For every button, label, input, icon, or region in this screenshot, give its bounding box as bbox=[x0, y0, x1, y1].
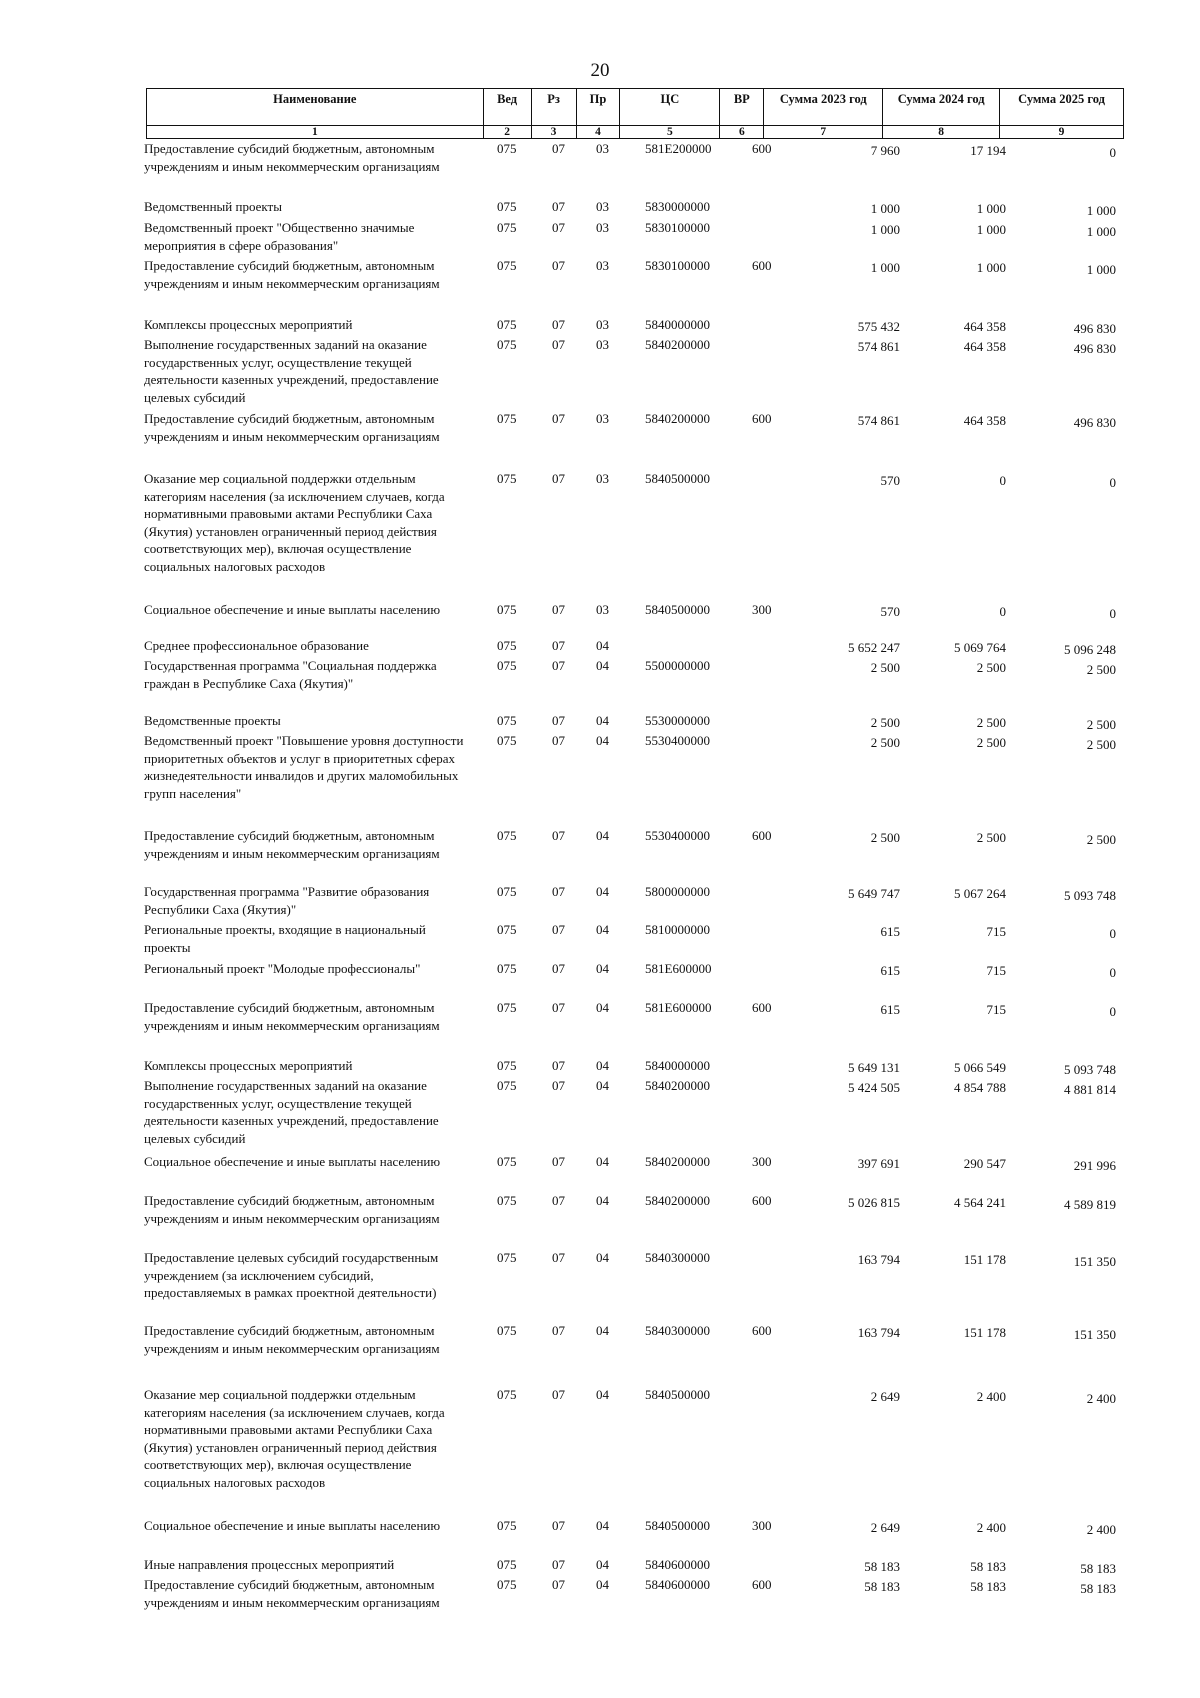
cell-s2025: 0 bbox=[1109, 475, 1116, 490]
cell-name: Государственная программа "Социальная поддержка граждан в Республике Саха (Якутия)" bbox=[144, 658, 437, 691]
cell-ved: 075 bbox=[497, 713, 517, 728]
cell-s2025: 5 096 248 bbox=[1064, 642, 1116, 657]
cell-name: Ведомственные проекты bbox=[144, 713, 281, 728]
cell-name: Региональный проект "Молодые профессионалы" bbox=[144, 961, 421, 976]
cell-vr: 300 bbox=[752, 602, 772, 617]
cell-s2025: 4 589 819 bbox=[1064, 1197, 1116, 1212]
cell-ved: 075 bbox=[497, 1387, 517, 1402]
col-header-sum-2023: Сумма 2023 год bbox=[764, 89, 883, 126]
cell-rz: 07 bbox=[552, 733, 565, 748]
cell-pr: 03 bbox=[596, 141, 609, 156]
cell-rz: 07 bbox=[552, 1250, 565, 1265]
cell-s2024: 0 bbox=[999, 604, 1006, 619]
cell-name: Ведомственный проекты bbox=[144, 199, 282, 214]
cell-pr: 03 bbox=[596, 317, 609, 332]
cell-s2024: 2 400 bbox=[976, 1520, 1006, 1535]
cell-s2024: 1 000 bbox=[976, 201, 1006, 216]
cell-s2024: 2 500 bbox=[976, 660, 1006, 675]
cell-cs: 581E200000 bbox=[645, 141, 712, 156]
cell-s2023: 58 183 bbox=[864, 1579, 900, 1594]
cell-pr: 03 bbox=[596, 220, 609, 235]
cell-vr: 300 bbox=[752, 1154, 772, 1169]
cell-name: Предоставление субсидий бюджетным, автономным учреждениям и иным некоммерческим организациям bbox=[144, 1577, 440, 1610]
cell-s2023: 7 960 bbox=[870, 143, 900, 158]
cell-cs: 5840000000 bbox=[645, 317, 710, 332]
col-number: 7 bbox=[764, 126, 883, 139]
cell-pr: 04 bbox=[596, 1078, 609, 1093]
col-header-rz: Рз bbox=[531, 89, 576, 126]
cell-rz: 07 bbox=[552, 638, 565, 653]
cell-s2023: 2 500 bbox=[870, 735, 900, 750]
cell-cs: 5840300000 bbox=[645, 1250, 710, 1265]
cell-cs: 5840200000 bbox=[645, 1193, 710, 1208]
cell-s2025: 0 bbox=[1109, 965, 1116, 980]
cell-pr: 04 bbox=[596, 1387, 609, 1402]
col-number: 4 bbox=[576, 126, 620, 139]
cell-ved: 075 bbox=[497, 1078, 517, 1093]
cell-pr: 04 bbox=[596, 1557, 609, 1572]
cell-cs: 5500000000 bbox=[645, 658, 710, 673]
cell-s2024: 151 178 bbox=[963, 1252, 1006, 1267]
cell-s2024: 2 400 bbox=[976, 1389, 1006, 1404]
cell-s2024: 464 358 bbox=[963, 339, 1006, 354]
cell-s2023: 615 bbox=[880, 963, 900, 978]
cell-s2023: 574 861 bbox=[857, 339, 900, 354]
cell-name: Государственная программа "Развитие образования Республики Саха (Якутия)" bbox=[144, 884, 430, 917]
cell-s2024: 2 500 bbox=[976, 715, 1006, 730]
cell-name: Предоставление субсидий бюджетным, автономным учреждениям и иным некоммерческим организациям bbox=[144, 828, 440, 861]
cell-vr: 600 bbox=[752, 141, 772, 156]
cell-pr: 04 bbox=[596, 922, 609, 937]
cell-s2024: 1 000 bbox=[976, 260, 1006, 275]
cell-cs: 5840000000 bbox=[645, 1058, 710, 1073]
cell-cs: 5530000000 bbox=[645, 713, 710, 728]
cell-cs: 5810000000 bbox=[645, 922, 710, 937]
cell-cs: 5840500000 bbox=[645, 602, 710, 617]
cell-s2023: 570 bbox=[880, 604, 900, 619]
cell-s2025: 1 000 bbox=[1086, 224, 1116, 239]
cell-s2025: 291 996 bbox=[1073, 1158, 1116, 1173]
cell-vr: 600 bbox=[752, 1000, 772, 1015]
col-header-sum-2025: Сумма 2025 год bbox=[1000, 89, 1124, 126]
cell-name: Ведомственный проект "Общественно значимые мероприятия в сфере образования" bbox=[144, 220, 415, 253]
cell-ved: 075 bbox=[497, 1250, 517, 1265]
col-header-ved: Вед bbox=[483, 89, 531, 126]
cell-pr: 04 bbox=[596, 1154, 609, 1169]
col-header-sum-2024: Сумма 2024 год bbox=[883, 89, 1000, 126]
cell-s2025: 5 093 748 bbox=[1064, 1062, 1116, 1077]
cell-ved: 075 bbox=[497, 884, 517, 899]
cell-rz: 07 bbox=[552, 1000, 565, 1015]
cell-s2025: 58 183 bbox=[1080, 1581, 1116, 1596]
cell-rz: 07 bbox=[552, 922, 565, 937]
cell-s2023: 5 652 247 bbox=[848, 640, 900, 655]
cell-name: Социальное обеспечение и иные выплаты населению bbox=[144, 1518, 441, 1533]
cell-rz: 07 bbox=[552, 1518, 565, 1533]
cell-s2025: 58 183 bbox=[1080, 1561, 1116, 1576]
cell-rz: 07 bbox=[552, 317, 565, 332]
page-number: 20 bbox=[590, 60, 610, 81]
cell-s2024: 464 358 bbox=[963, 413, 1006, 428]
cell-s2024: 58 183 bbox=[970, 1579, 1006, 1594]
cell-s2025: 0 bbox=[1109, 1004, 1116, 1019]
cell-s2023: 163 794 bbox=[857, 1325, 900, 1340]
cell-s2024: 715 bbox=[986, 963, 1006, 978]
cell-s2025: 496 830 bbox=[1073, 415, 1116, 430]
cell-cs: 5840300000 bbox=[645, 1323, 710, 1338]
cell-vr: 600 bbox=[752, 258, 772, 273]
cell-ved: 075 bbox=[497, 1518, 517, 1533]
cell-pr: 04 bbox=[596, 1250, 609, 1265]
cell-rz: 07 bbox=[552, 884, 565, 899]
cell-s2025: 0 bbox=[1109, 145, 1116, 160]
cell-pr: 03 bbox=[596, 411, 609, 426]
col-header-name: Наименование bbox=[147, 89, 484, 126]
cell-name: Предоставление субсидий бюджетным, автономным учреждениям и иным некоммерческим организациям bbox=[144, 1323, 440, 1356]
cell-name: Предоставление субсидий бюджетным, автономным учреждениям и иным некоммерческим организациям bbox=[144, 1193, 440, 1226]
cell-pr: 04 bbox=[596, 884, 609, 899]
cell-s2023: 163 794 bbox=[857, 1252, 900, 1267]
cell-ved: 075 bbox=[497, 658, 517, 673]
cell-pr: 03 bbox=[596, 602, 609, 617]
cell-s2024: 0 bbox=[999, 473, 1006, 488]
cell-s2024: 290 547 bbox=[963, 1156, 1006, 1171]
cell-rz: 07 bbox=[552, 1387, 565, 1402]
cell-pr: 04 bbox=[596, 733, 609, 748]
cell-s2024: 715 bbox=[986, 1002, 1006, 1017]
cell-vr: 600 bbox=[752, 1577, 772, 1592]
cell-rz: 07 bbox=[552, 1577, 565, 1592]
cell-cs: 5830100000 bbox=[645, 220, 710, 235]
cell-pr: 04 bbox=[596, 1323, 609, 1338]
cell-s2024: 5 067 264 bbox=[954, 886, 1006, 901]
cell-s2023: 575 432 bbox=[857, 319, 900, 334]
col-number: 3 bbox=[531, 126, 576, 139]
cell-rz: 07 bbox=[552, 1557, 565, 1572]
cell-s2024: 715 bbox=[986, 924, 1006, 939]
cell-s2024: 4 564 241 bbox=[954, 1195, 1006, 1210]
cell-s2024: 1 000 bbox=[976, 222, 1006, 237]
cell-s2025: 496 830 bbox=[1073, 341, 1116, 356]
cell-cs: 581E600000 bbox=[645, 961, 712, 976]
cell-pr: 04 bbox=[596, 828, 609, 843]
cell-pr: 04 bbox=[596, 1577, 609, 1592]
cell-rz: 07 bbox=[552, 141, 565, 156]
cell-vr: 600 bbox=[752, 1323, 772, 1338]
cell-rz: 07 bbox=[552, 1078, 565, 1093]
cell-s2023: 2 649 bbox=[870, 1520, 900, 1535]
cell-s2025: 5 093 748 bbox=[1064, 888, 1116, 903]
cell-s2023: 2 500 bbox=[870, 660, 900, 675]
cell-ved: 075 bbox=[497, 602, 517, 617]
cell-pr: 03 bbox=[596, 337, 609, 352]
cell-ved: 075 bbox=[497, 411, 517, 426]
cell-s2025: 1 000 bbox=[1086, 203, 1116, 218]
cell-pr: 03 bbox=[596, 199, 609, 214]
cell-cs: 5800000000 bbox=[645, 884, 710, 899]
cell-name: Оказание мер социальной поддержки отдельным категориям населения (за исключением случаев, когда нормативными правовыми актами Республики Саха (Якутия) установлен ограниченный период действия соответствующих мер), включая осуществление социальных налоговых расходов bbox=[144, 471, 445, 574]
cell-name: Предоставление целевых субсидий государственным учреждением (за исключением субсидий, предоставляемых в рамках проектной деятельности) bbox=[144, 1250, 439, 1300]
cell-s2023: 5 424 505 bbox=[848, 1080, 900, 1095]
cell-cs: 5840600000 bbox=[645, 1557, 710, 1572]
cell-s2024: 4 854 788 bbox=[954, 1080, 1006, 1095]
col-header-vr: ВР bbox=[720, 89, 764, 126]
cell-vr: 600 bbox=[752, 411, 772, 426]
cell-ved: 075 bbox=[497, 199, 517, 214]
col-number: 8 bbox=[883, 126, 1000, 139]
cell-ved: 075 bbox=[497, 1557, 517, 1572]
cell-ved: 075 bbox=[497, 828, 517, 843]
cell-rz: 07 bbox=[552, 337, 565, 352]
cell-name: Среднее профессиональное образование bbox=[144, 638, 369, 653]
cell-cs: 5840500000 bbox=[645, 1518, 710, 1533]
cell-pr: 04 bbox=[596, 1518, 609, 1533]
cell-s2025: 2 500 bbox=[1086, 832, 1116, 847]
cell-pr: 04 bbox=[596, 1193, 609, 1208]
cell-s2024: 151 178 bbox=[963, 1325, 1006, 1340]
cell-rz: 07 bbox=[552, 471, 565, 486]
cell-rz: 07 bbox=[552, 713, 565, 728]
cell-ved: 075 bbox=[497, 141, 517, 156]
cell-s2024: 5 069 764 bbox=[954, 640, 1006, 655]
col-number: 5 bbox=[620, 126, 720, 139]
cell-rz: 07 bbox=[552, 411, 565, 426]
cell-cs: 5840200000 bbox=[645, 1154, 710, 1169]
cell-cs: 5840600000 bbox=[645, 1577, 710, 1592]
cell-ved: 075 bbox=[497, 733, 517, 748]
cell-s2023: 574 861 bbox=[857, 413, 900, 428]
cell-s2025: 1 000 bbox=[1086, 262, 1116, 277]
cell-name: Выполнение государственных заданий на оказание государственных услуг, осуществление текущей деятельности казенных учреждений, предоставление целевых субсидий bbox=[144, 337, 439, 405]
cell-ved: 075 bbox=[497, 1000, 517, 1015]
cell-s2023: 5 026 815 bbox=[848, 1195, 900, 1210]
cell-s2023: 58 183 bbox=[864, 1559, 900, 1574]
cell-pr: 04 bbox=[596, 1000, 609, 1015]
cell-name: Ведомственный проект "Повышение уровня доступности приоритетных объектов и услуг в приоритетных сферах жизнедеятельности инвалидов и других маломобильных групп населения" bbox=[144, 733, 464, 801]
cell-cs: 5840200000 bbox=[645, 411, 710, 426]
col-number: 1 bbox=[147, 126, 484, 139]
cell-name: Комплексы процессных мероприятий bbox=[144, 1058, 353, 1073]
cell-s2023: 2 500 bbox=[870, 715, 900, 730]
cell-name: Предоставление субсидий бюджетным, автономным учреждениям и иным некоммерческим организациям bbox=[144, 258, 440, 291]
cell-rz: 07 bbox=[552, 258, 565, 273]
cell-cs: 5530400000 bbox=[645, 733, 710, 748]
cell-name: Региональные проекты, входящие в национальный проекты bbox=[144, 922, 426, 955]
cell-s2023: 1 000 bbox=[870, 260, 900, 275]
cell-ved: 075 bbox=[497, 1323, 517, 1338]
cell-cs: 5840200000 bbox=[645, 337, 710, 352]
cell-s2025: 151 350 bbox=[1073, 1254, 1116, 1269]
cell-s2023: 615 bbox=[880, 1002, 900, 1017]
cell-rz: 07 bbox=[552, 1058, 565, 1073]
cell-ved: 075 bbox=[497, 922, 517, 937]
cell-s2025: 0 bbox=[1109, 926, 1116, 941]
cell-ved: 075 bbox=[497, 1154, 517, 1169]
cell-s2024: 2 500 bbox=[976, 830, 1006, 845]
col-number: 2 bbox=[483, 126, 531, 139]
cell-rz: 07 bbox=[552, 1323, 565, 1338]
cell-rz: 07 bbox=[552, 1193, 565, 1208]
cell-pr: 04 bbox=[596, 658, 609, 673]
cell-pr: 04 bbox=[596, 713, 609, 728]
cell-cs: 5830100000 bbox=[645, 258, 710, 273]
cell-s2024: 464 358 bbox=[963, 319, 1006, 334]
cell-rz: 07 bbox=[552, 602, 565, 617]
cell-s2024: 2 500 bbox=[976, 735, 1006, 750]
cell-pr: 03 bbox=[596, 258, 609, 273]
cell-ved: 075 bbox=[497, 1577, 517, 1592]
cell-name: Предоставление субсидий бюджетным, автономным учреждениям и иным некоммерческим организациям bbox=[144, 141, 440, 174]
cell-s2024: 5 066 549 bbox=[954, 1060, 1006, 1075]
cell-name: Выполнение государственных заданий на оказание государственных услуг, осуществление текущей деятельности казенных учреждений, предоставление целевых субсидий bbox=[144, 1078, 439, 1146]
col-header-pr: Пр bbox=[576, 89, 620, 126]
cell-s2025: 151 350 bbox=[1073, 1327, 1116, 1342]
cell-s2023: 2 500 bbox=[870, 830, 900, 845]
cell-cs: 5840200000 bbox=[645, 1078, 710, 1093]
cell-s2023: 2 649 bbox=[870, 1389, 900, 1404]
cell-cs: 5830000000 bbox=[645, 199, 710, 214]
cell-s2025: 2 500 bbox=[1086, 717, 1116, 732]
cell-rz: 07 bbox=[552, 961, 565, 976]
cell-s2023: 5 649 747 bbox=[848, 886, 900, 901]
cell-vr: 600 bbox=[752, 828, 772, 843]
cell-cs: 5530400000 bbox=[645, 828, 710, 843]
cell-s2023: 570 bbox=[880, 473, 900, 488]
cell-cs: 5840500000 bbox=[645, 471, 710, 486]
cell-pr: 04 bbox=[596, 1058, 609, 1073]
cell-rz: 07 bbox=[552, 1154, 565, 1169]
cell-vr: 600 bbox=[752, 1193, 772, 1208]
cell-ved: 075 bbox=[497, 317, 517, 332]
cell-name: Предоставление субсидий бюджетным, автономным учреждениям и иным некоммерческим организациям bbox=[144, 411, 440, 444]
cell-s2025: 2 500 bbox=[1086, 662, 1116, 677]
cell-rz: 07 bbox=[552, 828, 565, 843]
col-number: 9 bbox=[1000, 126, 1124, 139]
cell-cs: 5840500000 bbox=[645, 1387, 710, 1402]
cell-ved: 075 bbox=[497, 258, 517, 273]
cell-s2023: 5 649 131 bbox=[848, 1060, 900, 1075]
cell-pr: 04 bbox=[596, 638, 609, 653]
cell-ved: 075 bbox=[497, 337, 517, 352]
cell-pr: 03 bbox=[596, 471, 609, 486]
cell-s2023: 1 000 bbox=[870, 222, 900, 237]
cell-rz: 07 bbox=[552, 220, 565, 235]
cell-ved: 075 bbox=[497, 638, 517, 653]
cell-ved: 075 bbox=[497, 220, 517, 235]
cell-ved: 075 bbox=[497, 1193, 517, 1208]
col-header-cs: ЦС bbox=[620, 89, 720, 126]
cell-name: Комплексы процессных мероприятий bbox=[144, 317, 353, 332]
cell-pr: 04 bbox=[596, 961, 609, 976]
cell-s2024: 17 194 bbox=[970, 143, 1006, 158]
cell-s2023: 397 691 bbox=[857, 1156, 900, 1171]
cell-rz: 07 bbox=[552, 199, 565, 214]
cell-name: Оказание мер социальной поддержки отдельным категориям населения (за исключением случаев, когда нормативными правовыми актами Республики Саха (Якутия) установлен ограниченный период действия соответствующих мер), включая осуществление социальных налоговых расходов bbox=[144, 1387, 445, 1490]
cell-cs: 581E600000 bbox=[645, 1000, 712, 1015]
cell-s2025: 4 881 814 bbox=[1064, 1082, 1116, 1097]
cell-name: Социальное обеспечение и иные выплаты населению bbox=[144, 1154, 441, 1169]
table-header bbox=[146, 88, 1124, 139]
cell-s2023: 615 bbox=[880, 924, 900, 939]
col-number: 6 bbox=[720, 126, 764, 139]
cell-s2025: 496 830 bbox=[1073, 321, 1116, 336]
cell-name: Иные направления процессных мероприятий bbox=[144, 1557, 395, 1572]
cell-s2025: 2 500 bbox=[1086, 737, 1116, 752]
cell-ved: 075 bbox=[497, 961, 517, 976]
cell-s2024: 58 183 bbox=[970, 1559, 1006, 1574]
cell-s2023: 1 000 bbox=[870, 201, 900, 216]
cell-name: Предоставление субсидий бюджетным, автономным учреждениям и иным некоммерческим организациям bbox=[144, 1000, 440, 1033]
cell-s2025: 0 bbox=[1109, 606, 1116, 621]
cell-name: Социальное обеспечение и иные выплаты населению bbox=[144, 602, 441, 617]
cell-s2025: 2 400 bbox=[1086, 1522, 1116, 1537]
cell-ved: 075 bbox=[497, 1058, 517, 1073]
cell-s2025: 2 400 bbox=[1086, 1391, 1116, 1406]
cell-ved: 075 bbox=[497, 471, 517, 486]
cell-rz: 07 bbox=[552, 658, 565, 673]
cell-vr: 300 bbox=[752, 1518, 772, 1533]
